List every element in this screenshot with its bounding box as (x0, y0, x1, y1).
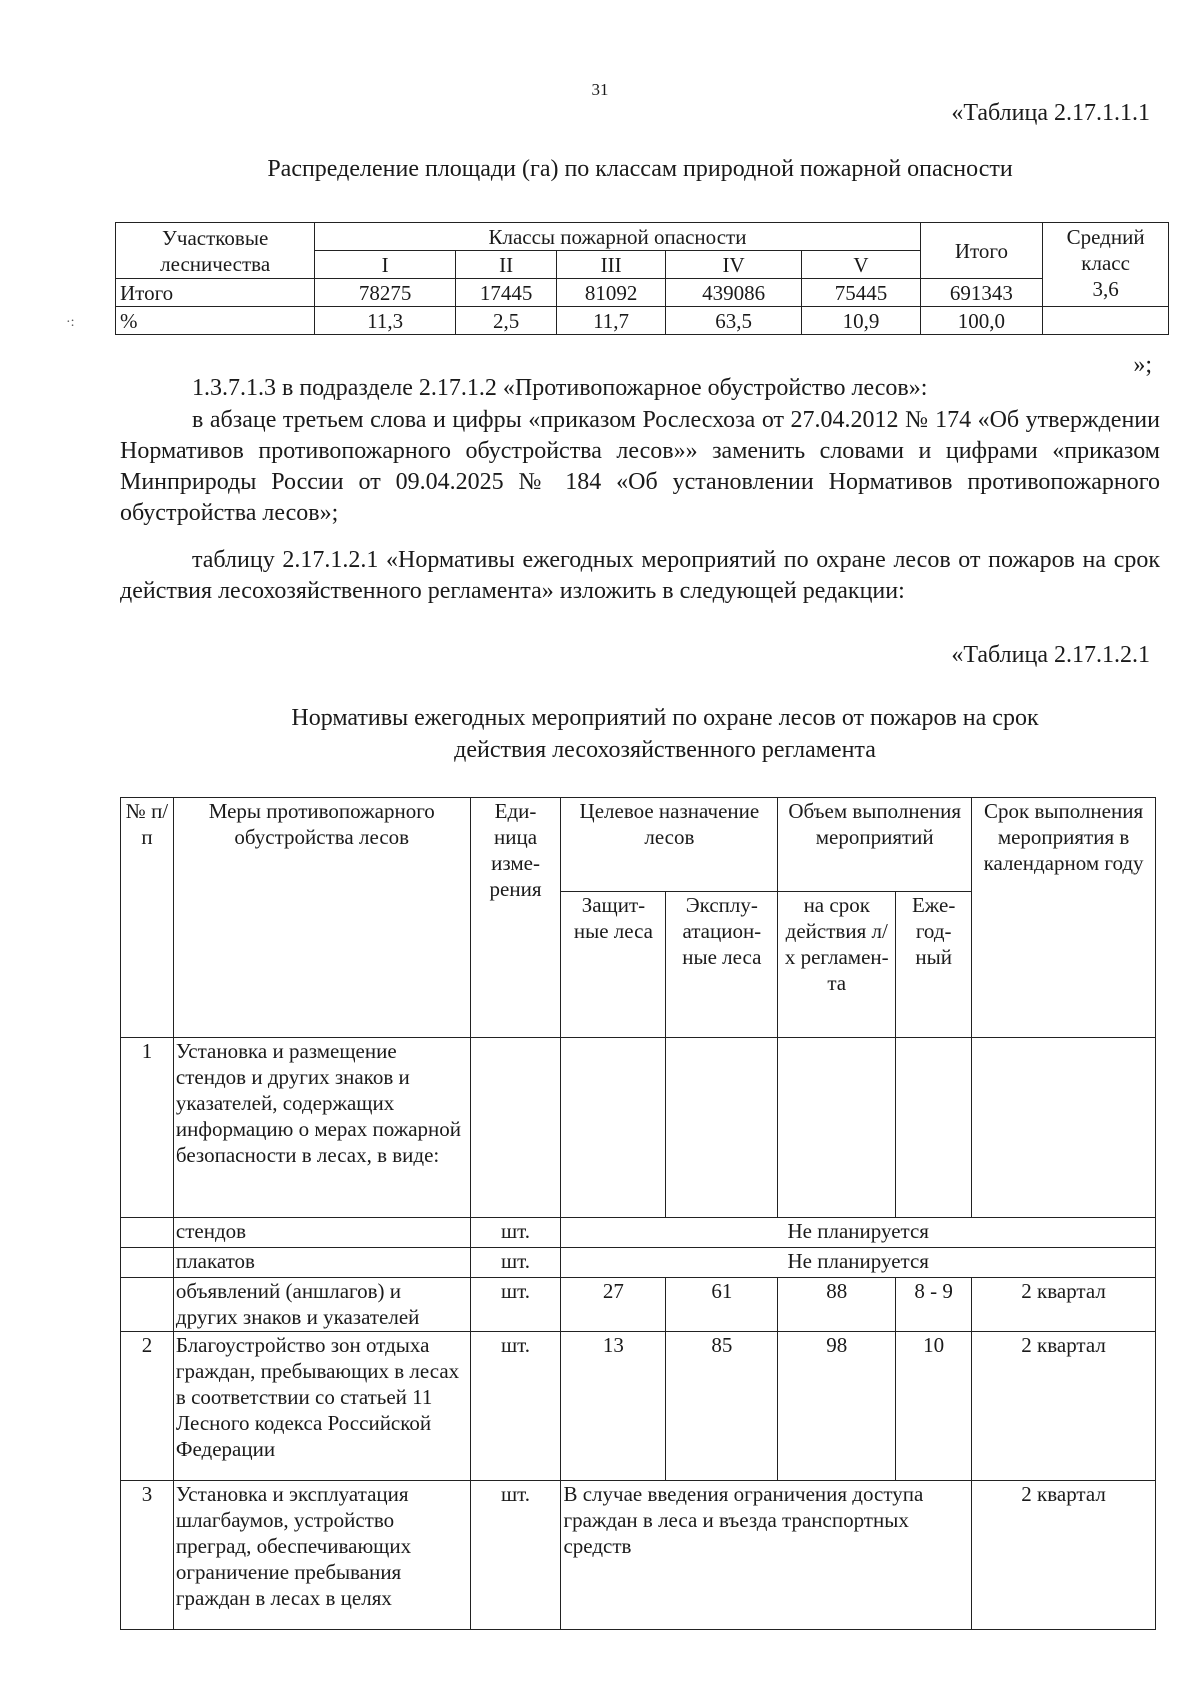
header-volume-annual: Еже- год- ный (896, 892, 972, 1038)
cell-value: 17445 (455, 279, 556, 307)
page-number: 31 (591, 80, 609, 99)
cell-total: 100,0 (920, 307, 1043, 335)
row-unit: шт. (470, 1332, 561, 1481)
row-note: Не планируется (561, 1248, 1156, 1278)
row-deadline: 2 квартал (972, 1481, 1156, 1630)
table-row (121, 1248, 1156, 1278)
row-note: Не планируется (561, 1218, 1156, 1248)
cell-value: 75445 (802, 279, 920, 307)
table-2-reference: «Таблица 2.17.1.2.1 (951, 642, 1150, 668)
row-measure: Установка и эксплуатация шлагбаумов, устройство преград, обеспечивающих ограничение пребывания граждан в лесах в целях (173, 1481, 470, 1630)
cell-value: 11,7 (557, 307, 666, 335)
cell-value: 81092 (557, 279, 666, 307)
header-measures: Меры противопожарного обустройства лесов (173, 798, 470, 1038)
row-term: 98 (778, 1332, 896, 1481)
row-measure: плакатов (173, 1248, 470, 1278)
avg-class-value: 3,6 (1092, 277, 1119, 301)
cell-value: 11,3 (315, 307, 456, 335)
row-term: 88 (778, 1278, 896, 1332)
row-label: % (116, 307, 315, 335)
table-row (121, 1332, 1156, 1481)
row-num: 2 (121, 1332, 174, 1481)
paragraph-heading: 1.3.7.1.3 в подразделе 2.17.1.2 «Противопожарное обустройство лесов»: (192, 375, 928, 401)
row-annual: 10 (896, 1332, 972, 1481)
table-row (121, 1218, 1156, 1248)
row-deadline: 2 квартал (972, 1278, 1156, 1332)
header-total: Итого (920, 223, 1043, 279)
header-class-5: V (802, 251, 920, 279)
fire-class-table (115, 222, 1169, 335)
header-protective: Защит- ные леса (561, 892, 666, 1038)
scan-speck: ·: (66, 315, 75, 330)
paragraph-1: в абзаце третьем слова и цифры «приказом Рослесхоза от 27.04.2012 № 174 «Об утверждении Нормативов противопожарного обустройства лесов»» заменить словами и цифрами «приказом Минприроды России от 09.04.2025 № 184 «Об установлении Нормативов противопожарного обустройства лесов»; (120, 407, 1160, 526)
header-classes: Классы пожарной опасности (315, 223, 920, 251)
header-class-2: II (455, 251, 556, 279)
header-deadline: Срок выполнения мероприятия в календарном году (972, 798, 1156, 1038)
row-deadline: 2 квартал (972, 1332, 1156, 1481)
header-exploitation: Эксплу- атацион- ные леса (666, 892, 778, 1038)
row-protective: 13 (561, 1332, 666, 1481)
row-note: В случае введения ограничения доступа граждан в леса и въезда транспортных средств (561, 1481, 972, 1630)
row-measure: объявлений (аншлагов) и других знаков и указателей (173, 1278, 470, 1332)
table-2-caption-line1: Нормативы ежегодных мероприятий по охране лесов от пожаров на срок (291, 705, 1039, 731)
table-1-caption: Распределение площади (га) по классам природной пожарной опасности (267, 156, 1013, 182)
row-num: 1 (121, 1038, 174, 1218)
row-measure: Благоустройство зон отдыха граждан, пребывающих в лесах в соответствии со статьей 11 Лесного кодекса Российской Федерации (173, 1332, 470, 1481)
cell-total: 691343 (920, 279, 1043, 307)
header-volume-term: на срок действия л/х регламен- та (778, 892, 896, 1038)
cell-value: 78275 (315, 279, 456, 307)
row-unit: шт. (470, 1248, 561, 1278)
cell-avg (1043, 307, 1169, 335)
table-1-reference: «Таблица 2.17.1.1.1 (951, 100, 1150, 126)
row-annual: 8 - 9 (896, 1278, 972, 1332)
header-unit: Еди- ница изме- рения (470, 798, 561, 1038)
paragraph-2: таблицу 2.17.1.2.1 «Нормативы ежегодных мероприятий по охране лесов от пожаров на срок действия лесохозяйственного регламента» изложить в следующей редакции: (120, 547, 1160, 604)
row-num: 3 (121, 1481, 174, 1630)
header-class-3: III (557, 251, 666, 279)
table-row-percent (116, 307, 1169, 335)
table-2-caption-line2: действия лесохозяйственного регламента (454, 737, 876, 763)
fire-measures-table (120, 797, 1156, 1630)
header-volume: Объем выполнения мероприятий (778, 798, 972, 892)
cell-value: 2,5 (455, 307, 556, 335)
row-exploitation: 85 (666, 1332, 778, 1481)
header-class-4: IV (665, 251, 801, 279)
cell-value: 63,5 (665, 307, 801, 335)
row-protective: 27 (561, 1278, 666, 1332)
header-avg-class-text: Средний класс (1066, 225, 1145, 275)
table-row (121, 1481, 1156, 1630)
closing-quote: »; (1133, 352, 1152, 378)
row-label: Итого (116, 279, 315, 307)
row-unit: шт. (470, 1481, 561, 1630)
table-row-total (116, 279, 1169, 307)
header-forestry: Участковые лесничества (116, 223, 315, 279)
table-row (121, 1278, 1156, 1332)
row-measure: Установка и размещение стендов и других знаков и указателей, содержащих информацию о мерах пожарной безопасности в лесах, в виде: (173, 1038, 470, 1218)
row-unit: шт. (470, 1278, 561, 1332)
row-unit: шт. (470, 1218, 561, 1248)
header-num: № п/п (121, 798, 174, 1038)
row-exploitation: 61 (666, 1278, 778, 1332)
header-purpose: Целевое назначение лесов (561, 798, 778, 892)
cell-value: 439086 (665, 279, 801, 307)
table-row (121, 1038, 1156, 1218)
row-measure: стендов (173, 1218, 470, 1248)
cell-value: 10,9 (802, 307, 920, 335)
header-avg-class (1043, 223, 1169, 307)
header-class-1: I (315, 251, 456, 279)
